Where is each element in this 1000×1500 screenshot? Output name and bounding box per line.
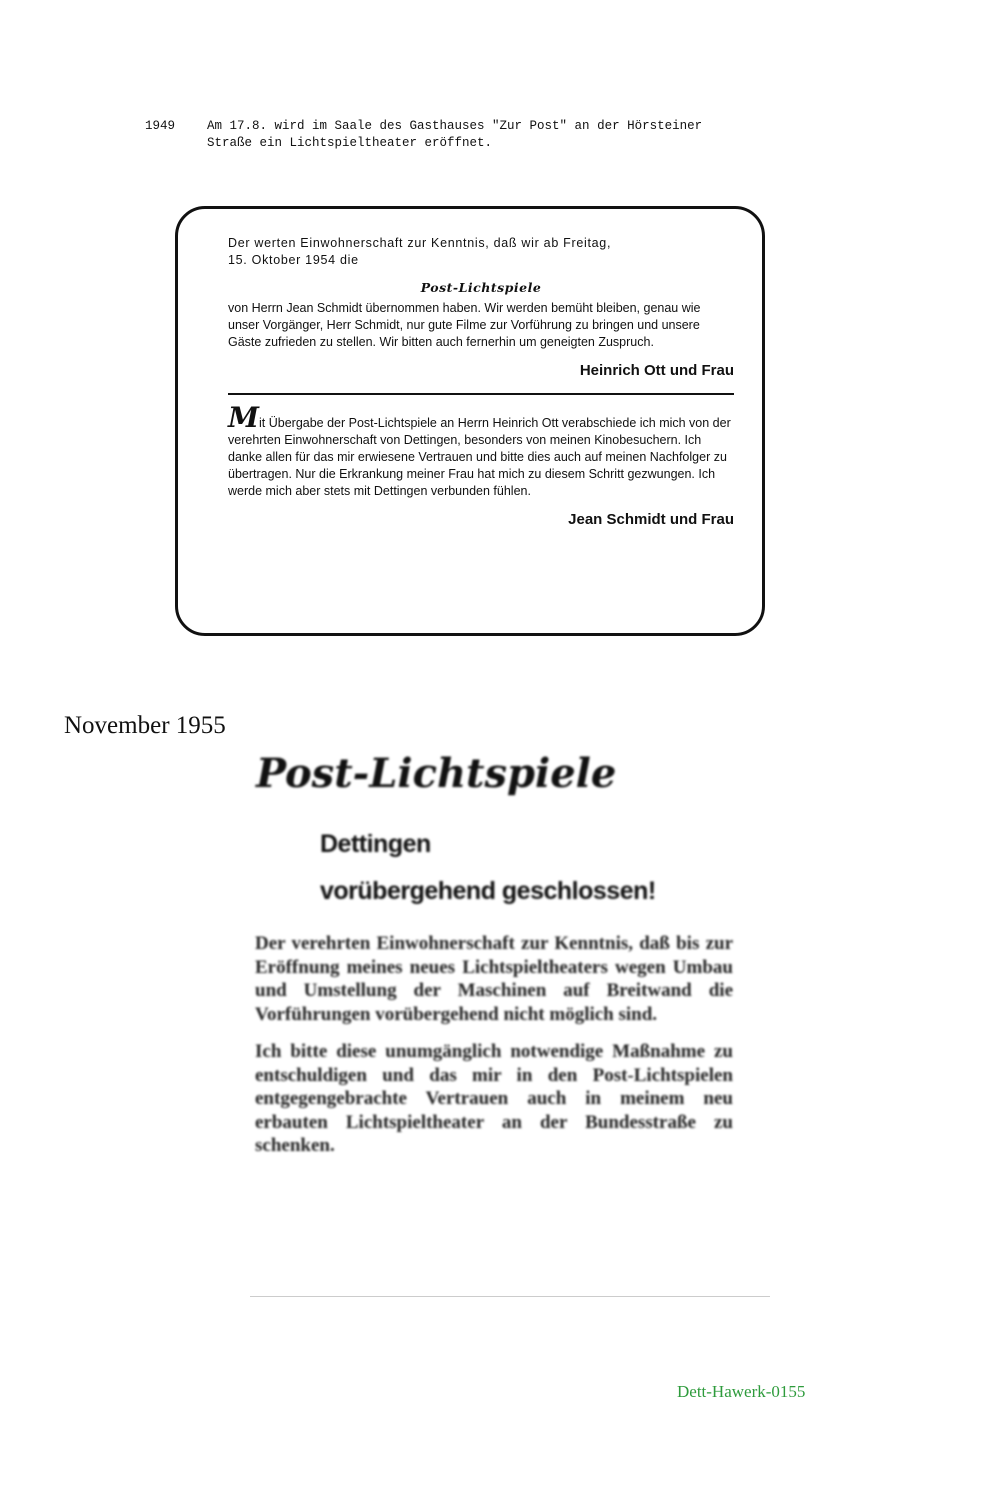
divider xyxy=(228,393,734,395)
ad1955-paragraph-1: Der verehrten Einwohnerschaft zur Kenntnis, daß bis zur Eröffnung meines neues Lichtspieltheaters wegen Umbau und Umstellung der Maschinen auf Breitwand die Vorführungen vorübergehend nicht möglich sind. xyxy=(255,933,733,1025)
chronicle-line-2: Straße ein Lichtspieltheater eröffnet. xyxy=(207,136,493,150)
ad1954-body: von Herrn Jean Schmidt übernommen haben. Wir werden bemüht bleiben, genau wie unser Vorgänger, Herr Schmidt, nur gute Filme zur Vorführung zu bringen und unsere Gäste zufrieden zu stellen. Wir bitten auch fernerhin um geneigten Zuspruch. xyxy=(228,301,701,349)
ad1954-intro-line-1: Der werten Einwohnerschaft zur Kenntnis, daß wir ab Freitag, xyxy=(228,236,612,250)
signature-jean-schmidt: Jean Schmidt und Frau xyxy=(568,511,734,528)
chronicle-text xyxy=(207,118,847,152)
ad1955-body xyxy=(255,932,733,1172)
farewell-text: it Übergabe der Post-Lichtspiele an Herrn Heinrich Ott verabschiede ich mich von der verehrten Einwohnerschaft von Dettingen, besonders von meinen Kinobesuchern. Ich danke allen für das mir erwiesene Vertrauen und bitte dies auch auf meinen Nachfolger zu übertragen. Nur die Erkrankung meiner Frau hat mich zu diesem Schritt gezwungen. Ich werde mich aber stets mit Dettingen verbunden fühlen. xyxy=(228,416,731,498)
ad1954-farewell xyxy=(228,401,734,500)
advertisement-1954 xyxy=(175,206,765,636)
chronicle-line-1: Am 17.8. wird im Saale des Gasthauses "Zur Post" an der Hörsteiner xyxy=(207,119,703,133)
ad1955-bottom-rule xyxy=(250,1296,770,1297)
chronicle-year: 1949 xyxy=(145,119,176,133)
ad1955-paragraph-2: Ich bitte diese unumgänglich notwendige Maßnahme zu entschuldigen und das mir in den Post-Lichtspielen entgegengebrachte Vertrauen auch in meinem neu erbauten Lichtspieltheater an der Bundesstraße zu schenken. xyxy=(255,1041,733,1156)
archive-id: Dett-Hawerk-0155 xyxy=(677,1382,806,1401)
post-lichtspiele-logo-1955: Post-Lichtspiele xyxy=(256,750,617,797)
advertisement-1955 xyxy=(250,750,770,1300)
headline-closed: vorübergehend geschlossen! xyxy=(320,877,656,905)
post-lichtspiele-logo: Post-Lichtspiele xyxy=(420,280,542,295)
ad1954-intro-line-2: 15. Oktober 1954 die xyxy=(228,253,359,267)
date-label: November 1955 xyxy=(64,712,226,739)
headline-dettingen: Dettingen xyxy=(320,830,431,858)
signature-heinrich-ott: Heinrich Ott und Frau xyxy=(579,362,734,379)
farewell-dropcap: M xyxy=(228,401,259,434)
